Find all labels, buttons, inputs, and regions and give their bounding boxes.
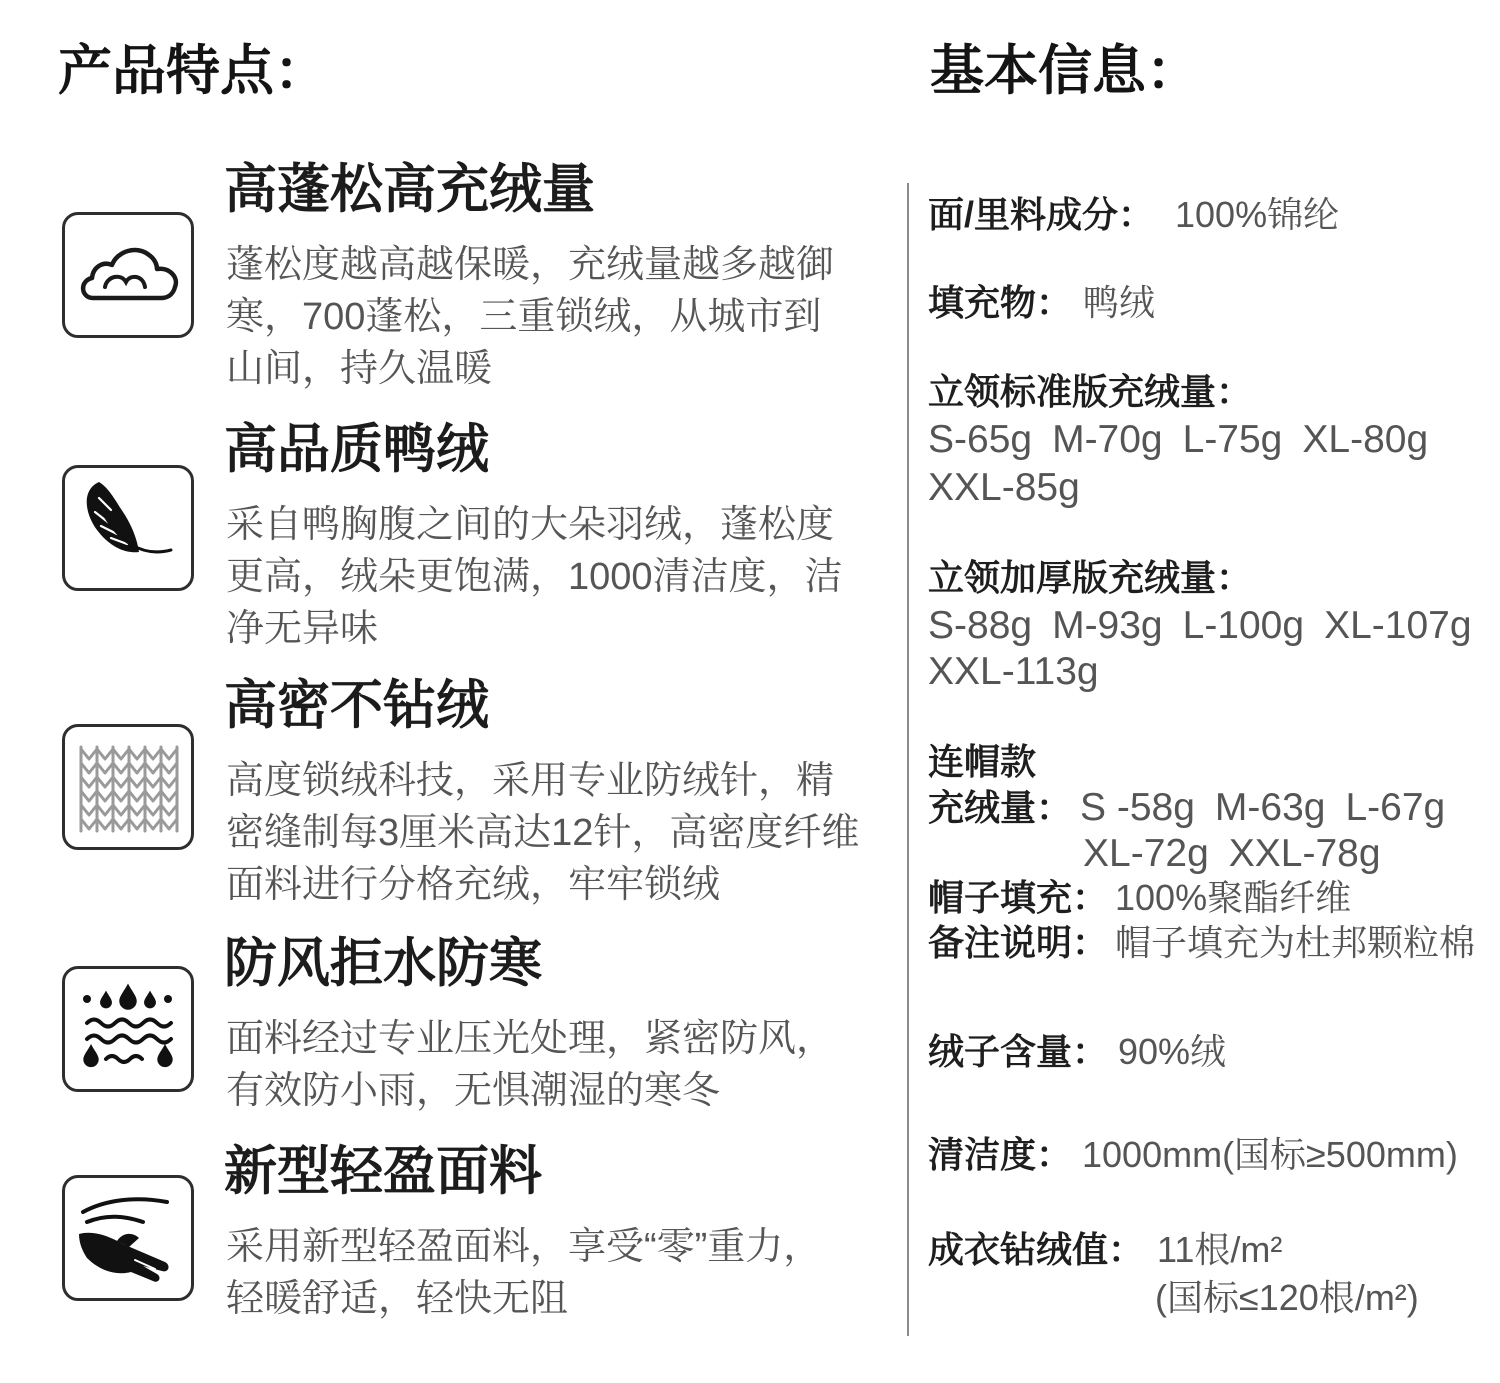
info-row-standard-fill-label (928, 368, 1498, 416)
feature-item-loft (0, 160, 900, 420)
info-row-standard-sizes (928, 416, 1498, 464)
info-row-hooded-title (928, 738, 1498, 786)
info-label: 清洁度： (928, 1134, 1073, 1175)
water-drops-icon (62, 966, 194, 1092)
info-value-note: (国标≤120根/m²) (1155, 1277, 1419, 1318)
size-value: L-100g (1182, 604, 1305, 647)
size-value: M-93g (1052, 604, 1163, 647)
feature-description-line: 采自鸭胸腹之间的大朵羽绒，蓬松度 (226, 504, 835, 546)
woven-fabric-icon (62, 724, 194, 850)
size-value: XL-80g (1302, 418, 1429, 461)
feature-description (226, 1221, 821, 1325)
info-row-cleanliness (928, 1131, 1498, 1179)
info-row-hooded-fill (928, 784, 1498, 832)
feature-description-line: 更高，绒朵更饱满，1000清洁度，洁 (226, 556, 843, 598)
column-divider (907, 183, 909, 1336)
info-row-note (928, 919, 1498, 967)
size-value: L-75g (1182, 418, 1283, 461)
feature-description-line: 面料经过专业压光处理，紧密防风， (226, 1018, 835, 1060)
feature-description-line: 蓬松度越高越保暖，充绒量越多越御 (226, 244, 835, 286)
size-value: L-67g (1345, 786, 1446, 829)
size-value: XL-72g (1083, 832, 1209, 875)
feature-description-line: 采用新型轻盈面料，享受“零”重力， (226, 1226, 822, 1268)
feature-title: 高品质鸭绒 (224, 420, 489, 479)
size-value: XXL-85g (928, 466, 1080, 509)
info-row-down-leakage-note (928, 1274, 1498, 1322)
feature-item-high-density (0, 676, 900, 936)
info-row-standard-sizes-cont (928, 464, 1498, 512)
info-row-down-leakage (928, 1226, 1498, 1274)
info-row-hood-fill (928, 874, 1498, 922)
size-value: S-88g (928, 604, 1033, 647)
info-label: 备注说明： (928, 922, 1109, 963)
info-row-thick-sizes-cont (928, 648, 1498, 696)
feature-title: 高蓬松高充绒量 (224, 160, 595, 219)
hand-icon (62, 1175, 194, 1301)
info-label: 填充物： (928, 282, 1073, 323)
size-value: XL-107g (1324, 604, 1472, 647)
size-value: M-63g (1214, 786, 1326, 829)
info-row-shell-fabric (928, 191, 1498, 239)
info-row-hooded-sizes-cont (928, 830, 1498, 878)
feature-title: 防风拒水防寒 (224, 934, 542, 993)
info-label: 成衣钻绒值： (928, 1229, 1145, 1270)
info-label: 立领加厚版充绒量： (928, 557, 1253, 598)
size-list (928, 464, 1080, 512)
feature-description-line: 密缝制每3厘米高达12针，高密度纤维 (226, 812, 860, 854)
info-row-thick-sizes (928, 602, 1498, 650)
size-value: S-65g (928, 418, 1033, 461)
info-label: 帽子填充： (928, 877, 1109, 918)
size-value: XXL-78g (1228, 832, 1381, 875)
feature-description-line: 高度锁绒科技，采用专业防绒针，精 (226, 760, 835, 802)
cloud-icon (62, 212, 194, 338)
feature-description (226, 1013, 834, 1117)
size-list (928, 648, 1099, 696)
size-list (928, 602, 1472, 650)
size-value: S -58g (1080, 786, 1195, 829)
info-value: 帽子填充为杜邦颗粒棉 (1115, 922, 1476, 963)
feather-icon (62, 465, 194, 591)
info-label: 绒子含量： (928, 1031, 1109, 1072)
info-row-thick-fill-label (928, 554, 1498, 602)
feature-item-duck-down (0, 420, 900, 680)
feature-description (226, 239, 834, 395)
info-value: 1000mm(国标≥500mm) (1082, 1134, 1458, 1175)
info-label: 连帽款 (928, 741, 1037, 782)
info-label: 立领标准版充绒量： (928, 371, 1253, 412)
features-heading: 产品特点： (58, 41, 328, 101)
info-row-filling (928, 279, 1498, 327)
feature-description-line: 山间，持久温暖 (226, 348, 493, 390)
feature-description (226, 755, 859, 911)
feature-description-line: 轻暖舒适，轻快无阻 (226, 1278, 569, 1320)
info-value: 鸭绒 (1083, 282, 1156, 323)
feature-description (226, 499, 843, 655)
feature-item-lightweight (0, 1142, 900, 1383)
feature-description-line: 寒，700蓬松，三重锁绒，从城市到 (226, 296, 822, 338)
info-value: 90%绒 (1118, 1031, 1227, 1072)
size-value: XXL-113g (928, 650, 1099, 693)
info-value: 100%聚酯纤维 (1115, 877, 1352, 918)
info-heading: 基本信息： (930, 41, 1200, 101)
feature-description-line: 面料进行分格充绒，牢牢锁绒 (226, 864, 721, 906)
size-list (928, 416, 1428, 464)
info-label: 面/里料成分： (928, 194, 1155, 235)
feature-title: 高密不钻绒 (224, 676, 489, 735)
size-list (1083, 830, 1381, 878)
info-value: 100%锦纶 (1175, 194, 1340, 235)
feature-description-line: 有效防小雨，无惧潮湿的寒冬 (226, 1070, 721, 1112)
feature-description-line: 净无异味 (226, 608, 379, 650)
info-value: 11根/m² (1157, 1229, 1283, 1270)
size-value: M-70g (1052, 418, 1163, 461)
size-list (1080, 784, 1445, 832)
info-row-down-content (928, 1028, 1498, 1076)
info-label: 充绒量： (928, 787, 1073, 828)
feature-title: 新型轻盈面料 (224, 1142, 542, 1201)
